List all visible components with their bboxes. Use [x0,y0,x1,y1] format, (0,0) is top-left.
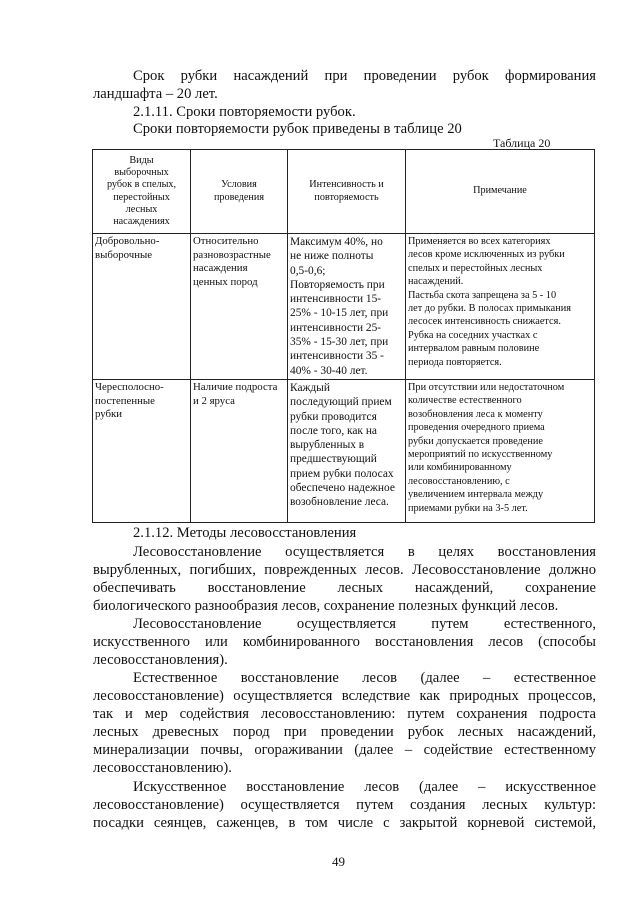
paragraph-line: Лесовосстановление осуществляется в целях восстановления [133,544,596,560]
paragraph-line: Лесовосстановление осуществляется путем естественного, [133,616,596,632]
paragraph-line: лесовосстановление) осуществляется путем создания лесных культур: [93,797,596,813]
table-header-cell: Условия проведения [191,150,288,234]
table-cell: Наличие подроста и 2 яруса [191,379,288,522]
paragraph-line: Искусственное восстановление лесов (далее – искусственное [133,779,596,795]
paragraph-line: так и мер содействия лесовосстановлению: путем сохранения подроста [93,706,596,722]
page-number: 49 [332,854,345,869]
paragraph-line: лесовосстановление) осуществляется вследствие как природных процессов, [93,688,596,704]
intro-line: ландшафта – 20 лет. [93,86,218,102]
table-cell: Применяется во всех категориях лесов кроме исключенных из рубки спелых и перестойных лесных насаждений. Пастьба скота запрещена за 5 - 10 лет до рубки. В полосах примыкания лесосек интенсивность снижается. Рубка на соседних участках с интервалом равным половине периода повторяется. [406,234,595,380]
table-caption: Таблица 20 [493,136,551,150]
table-cell: При отсутствии или недостаточном количестве естественного возобновления леса к моменту проведения очередного приема рубки допускается проведение мероприятий по искусственному или комбинированному лесовосстановлению, с увеличением интервала между приемами рубки на 3-5 лет. [406,379,595,522]
paragraph-line: лесовосстановлению). [93,760,232,776]
paragraph-line: минерализации почвы, огораживании (далее – содействие естественному [93,742,596,758]
repetition-table [92,149,595,523]
table-header-cell: Виды выборочных рубок в спелых, перестойных лесных насаждениях [93,150,191,234]
table-cell: Добровольно- выборочные [93,234,191,380]
paragraph-line: обеспечивать восстановление лесных насаждений, сохранение [93,580,596,596]
section-heading: 2.1.12. Методы лесовосстановления [133,525,357,541]
table-header-row [93,150,595,234]
paragraph-line: искусственного или комбинированного восстановления лесов (способы [93,634,596,650]
paragraph-line: посадки сеянцев, саженцев, в том числе с закрытой корневой системой, [93,815,596,831]
paragraph-line: лесных древесных пород при проведении рубок лесных насаждений, [93,724,596,740]
paragraph-line: Сроки повторяемости рубок приведены в таблице 20 [133,121,462,137]
table-cell: Относительно разновозрастные насаждения ценных пород [191,234,288,380]
table-row [93,379,595,522]
table-header-cell: Интенсивность и повторяемость [288,150,406,234]
table-row [93,234,595,380]
table-header-cell: Примечание [406,150,595,234]
table-cell: Чересполосно- постепенные рубки [93,379,191,522]
section-heading: 2.1.11. Сроки повторяемости рубок. [133,104,356,120]
intro-line: Срок рубки насаждений при проведении рубок формирования [133,68,596,84]
paragraph-line: биологического разнообразия лесов, сохранение полезных функций лесов. [93,598,559,614]
paragraph-line: Естественное восстановление лесов (далее – естественное [133,670,596,686]
table-cell: Каждый последующий прием рубки проводится после того, как на вырубленных в предшествующий прием рубки полосах обеспечено надежное возобновление леса. [288,379,406,522]
paragraph-line: вырубленных, погибших, поврежденных лесов. Лесовосстановление должно [93,562,596,578]
paragraph-line: лесовосстановления). [93,652,228,668]
table-cell: Максимум 40%, но не ниже полноты 0,5-0,6; Повторяемость при интенсивности 15- 25% - 10-15 лет, при интенсивности 25- 35% - 15-30 лет, при интенсивности 35 - 40% - 30-40 лет. [288,234,406,380]
